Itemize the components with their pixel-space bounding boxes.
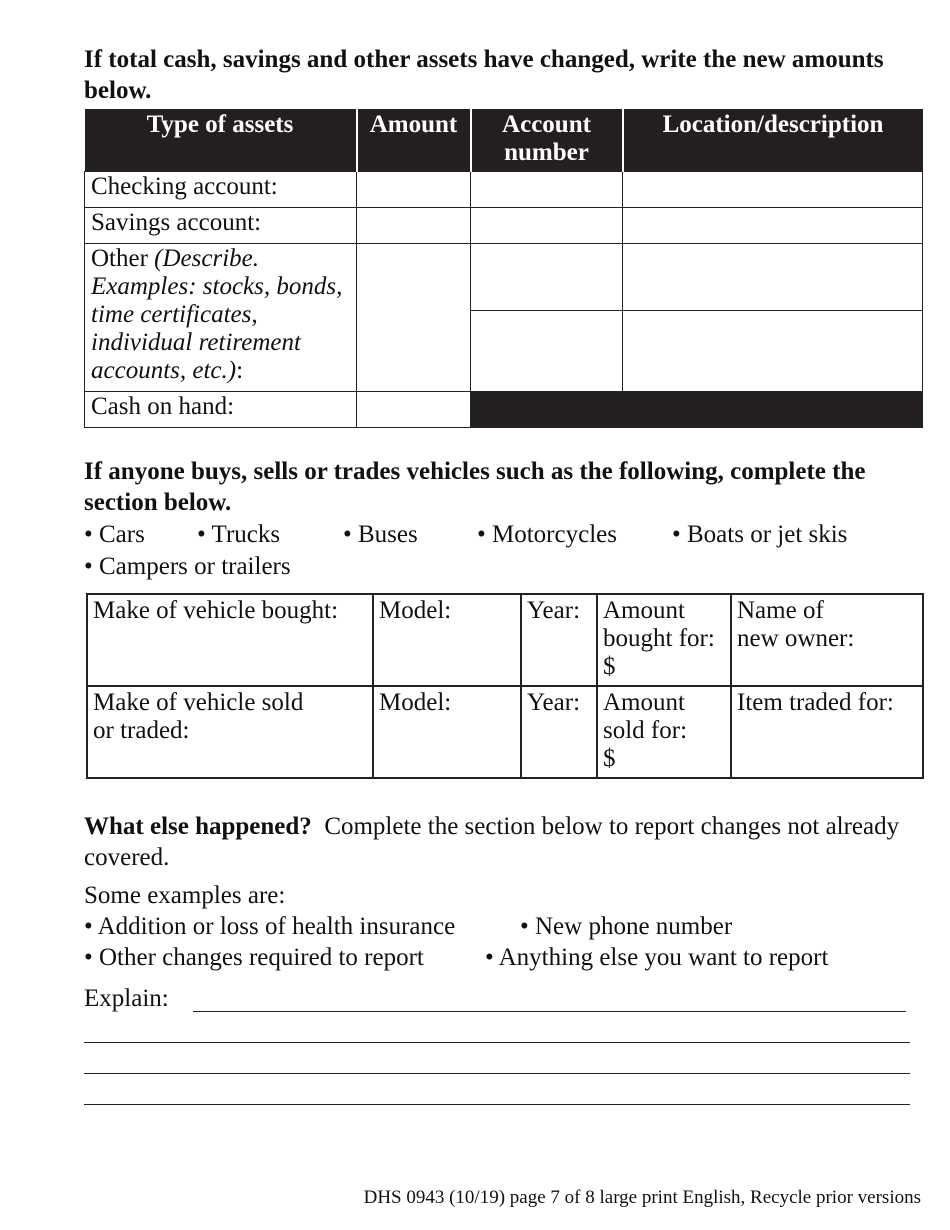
blacked-out-cell bbox=[471, 391, 923, 427]
list-item: • Buses bbox=[343, 521, 418, 548]
other-changes-description: Complete the section below to report changes not already covered. bbox=[84, 813, 900, 871]
other-label-description: (Describe. Examples: stocks, bonds, time certificates, individual retirement accounts, etc.) bbox=[91, 244, 343, 384]
list-item: • Trucks bbox=[197, 521, 281, 548]
savings-location-field[interactable] bbox=[623, 207, 923, 243]
col-amount: Amount bbox=[357, 109, 471, 171]
list-item: • New phone number bbox=[520, 913, 733, 940]
year-sold-field[interactable]: Year: bbox=[521, 686, 597, 778]
other-assets-label bbox=[85, 243, 357, 391]
amount-bought-field[interactable]: Amount bought for: $ bbox=[597, 594, 731, 686]
savings-account-number-field[interactable] bbox=[471, 207, 623, 243]
list-item: • Cars bbox=[84, 521, 145, 548]
col-type-of-assets: Type of assets bbox=[85, 109, 357, 171]
model-sold-field[interactable]: Model: bbox=[373, 686, 521, 778]
make-sold-field[interactable]: Make of vehicle sold or traded: bbox=[87, 686, 373, 778]
table-row bbox=[85, 243, 923, 310]
assets-header-row bbox=[85, 109, 923, 171]
explain-input-line-4[interactable] bbox=[84, 1104, 910, 1105]
list-item: • Campers or trailers bbox=[84, 553, 291, 580]
list-item: • Anything else you want to report bbox=[485, 944, 829, 971]
vehicles-heading: If anyone buys, sells or trades vehicles such as the following, complete the section below. bbox=[84, 458, 866, 516]
item-traded-field[interactable]: Item traded for: bbox=[731, 686, 923, 778]
other-location-field-2[interactable] bbox=[623, 310, 923, 391]
other-changes-intro bbox=[84, 811, 924, 873]
table-row bbox=[85, 207, 923, 243]
vehicles-table bbox=[86, 593, 924, 779]
explain-label: Explain: bbox=[84, 985, 169, 1012]
other-account-number-field-2[interactable] bbox=[471, 310, 623, 391]
table-row bbox=[85, 171, 923, 207]
checking-amount-field[interactable] bbox=[357, 171, 471, 207]
list-item: • Other changes required to report bbox=[84, 944, 424, 971]
other-location-field-1[interactable] bbox=[623, 243, 923, 310]
cash-on-hand-label: Cash on hand: bbox=[85, 391, 357, 427]
assets-table bbox=[84, 109, 923, 428]
year-bought-field[interactable]: Year: bbox=[521, 594, 597, 686]
table-row bbox=[85, 391, 923, 427]
vehicle-bought-row bbox=[87, 594, 923, 686]
checking-account-number-field[interactable] bbox=[471, 171, 623, 207]
examples-intro: Some examples are: bbox=[84, 882, 286, 909]
explain-input-line-2[interactable] bbox=[84, 1042, 910, 1043]
other-amount-field[interactable] bbox=[357, 243, 471, 391]
assets-heading: If total cash, savings and other assets have changed, write the new amounts below. bbox=[84, 46, 884, 104]
model-bought-field[interactable]: Model: bbox=[373, 594, 521, 686]
other-label-suffix: : bbox=[236, 356, 244, 384]
other-changes-heading: What else happened? bbox=[84, 813, 312, 840]
new-owner-field[interactable]: Name of new owner: bbox=[731, 594, 923, 686]
list-item: • Addition or loss of health insurance bbox=[84, 913, 456, 940]
amount-sold-field[interactable]: Amount sold for: $ bbox=[597, 686, 731, 778]
col-location-description: Location/description bbox=[623, 109, 923, 171]
col-account-number: Account number bbox=[471, 109, 623, 171]
vehicle-sold-row bbox=[87, 686, 923, 778]
cash-amount-field[interactable] bbox=[357, 391, 471, 427]
other-account-number-field-1[interactable] bbox=[471, 243, 623, 310]
savings-amount-field[interactable] bbox=[357, 207, 471, 243]
other-label-prefix: Other bbox=[91, 244, 155, 272]
explain-input-line-3[interactable] bbox=[84, 1073, 910, 1074]
list-item: • Motorcycles bbox=[477, 521, 617, 548]
checking-account-label: Checking account: bbox=[85, 171, 357, 207]
list-item: • Boats or jet skis bbox=[672, 521, 848, 548]
form-footer: DHS 0943 (10/19) page 7 of 8 large print English, Recycle prior versions bbox=[363, 1187, 921, 1208]
savings-account-label: Savings account: bbox=[85, 207, 357, 243]
checking-location-field[interactable] bbox=[623, 171, 923, 207]
make-bought-field[interactable]: Make of vehicle bought: bbox=[87, 594, 373, 686]
explain-input-line-1[interactable] bbox=[193, 1011, 906, 1012]
